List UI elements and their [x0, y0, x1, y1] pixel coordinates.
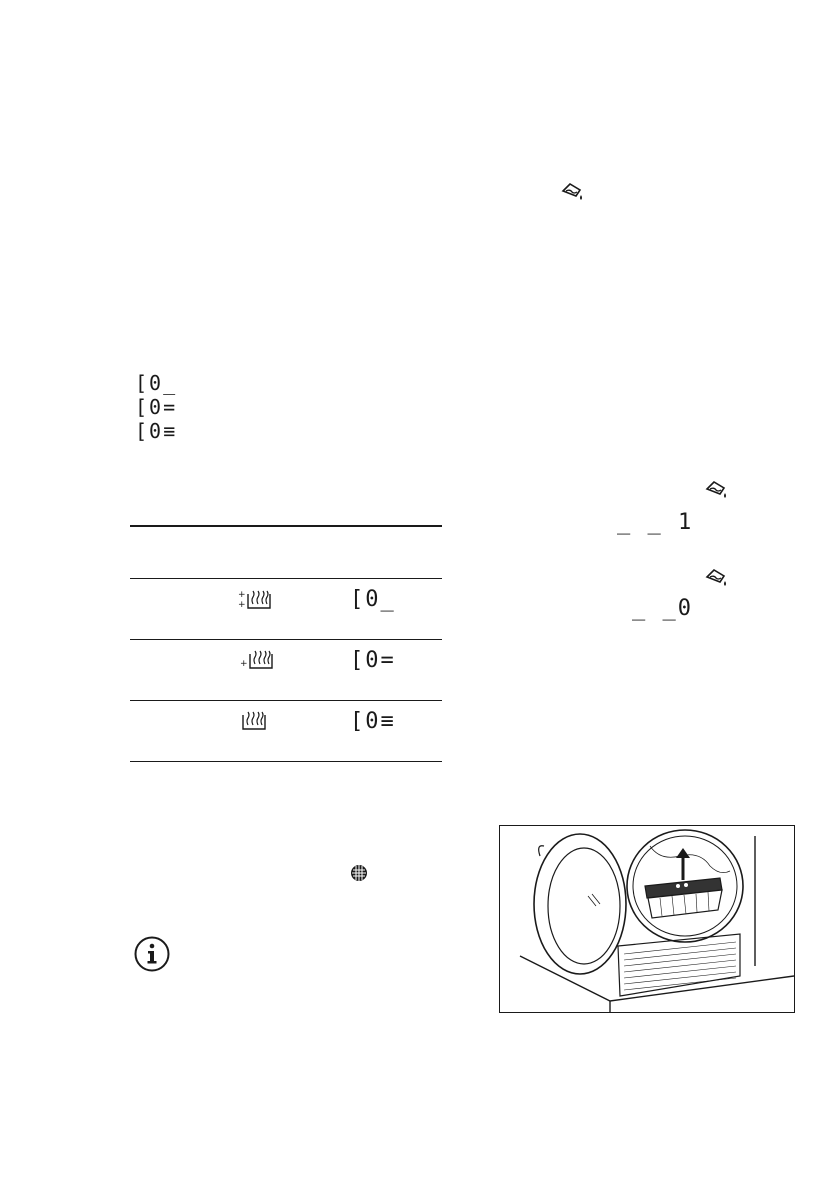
dryer-filter-illustration: [499, 825, 795, 1013]
table-display-code: [0_: [350, 587, 396, 612]
svg-text:+: +: [238, 590, 246, 600]
display-code: [0_: [135, 371, 178, 395]
tank-display-off: _ _0: [632, 596, 693, 621]
water-tank-icon: [705, 567, 731, 589]
table-row-divider: [130, 578, 442, 579]
water-tank-icon: [561, 181, 587, 203]
svg-text:+: +: [240, 659, 248, 669]
table-row-divider: [130, 700, 442, 701]
cupboard-dry-icon: [238, 709, 274, 733]
tank-display-on: _ _ 1: [617, 510, 694, 535]
display-code: [0=: [135, 395, 178, 419]
table-display-code: [0≡: [350, 709, 396, 734]
display-code-list: [135, 373, 177, 445]
table-bottom-rule: [130, 761, 442, 762]
water-tank-icon: [705, 479, 731, 501]
table-top-rule: [130, 525, 442, 527]
svg-text:+: +: [238, 600, 246, 610]
table-row-divider: [130, 639, 442, 640]
cupboard-dry-plus-icon: [238, 648, 274, 672]
filter-icon: [349, 863, 369, 883]
info-icon: [133, 935, 171, 973]
display-code: [0≡: [135, 419, 178, 443]
table-display-code: [0=: [350, 648, 396, 673]
extra-dry-icon: [236, 588, 272, 612]
